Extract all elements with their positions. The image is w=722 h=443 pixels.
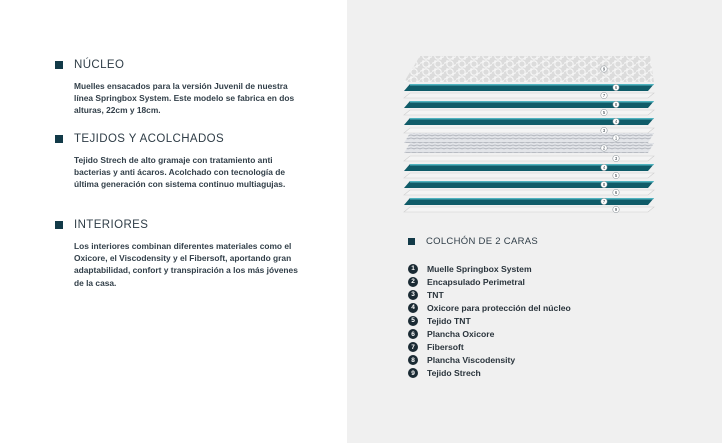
text-line: bacterias y anti ácaros. Acolchado con tecnología de — [74, 167, 285, 178]
text-line: adaptabilidad, confort y transpiración a los más jóvenes — [74, 265, 298, 276]
layer-number-label: 9 — [614, 207, 618, 213]
section-header — [55, 133, 335, 145]
square-bullet-icon — [55, 135, 63, 143]
section-nucleo — [55, 59, 335, 117]
legend-item — [408, 341, 571, 354]
legend-label: Tejido TNT — [427, 315, 471, 326]
number-badge-icon: 5 — [408, 316, 418, 326]
legend-label: TNT — [427, 289, 444, 300]
layer-number-label: 3 — [602, 128, 606, 134]
mattress-layer — [404, 143, 654, 153]
section-interiores — [55, 219, 335, 289]
layer-number-label: 7 — [602, 93, 606, 99]
square-bullet-icon — [55, 221, 63, 229]
section-tejidos — [55, 133, 335, 191]
number-badge-icon: 2 — [408, 277, 418, 287]
legend-item — [408, 275, 571, 288]
mattress-layer — [404, 93, 654, 98]
section-description — [74, 240, 335, 289]
number-badge-icon: 6 — [408, 329, 418, 339]
section-title: INTERIORES — [74, 219, 149, 231]
text-line: Los interiores combinan diferentes materiales como el — [74, 241, 292, 251]
mattress-layer — [404, 128, 654, 133]
text-line: Muelles ensacados para la versión Juvenil de nuestra — [74, 81, 288, 91]
layer-number-label: 4 — [614, 119, 618, 125]
text-line: línea Springbox System. Este modelo se fabrica en dos — [74, 93, 295, 104]
text-line: de la casa. — [74, 277, 117, 288]
layer-number-label: 1 — [614, 135, 618, 141]
mattress-layer — [404, 56, 654, 82]
mattress-layer — [404, 198, 654, 205]
legend-label: Tejido Strech — [427, 368, 481, 379]
number-badge-icon: 4 — [408, 303, 418, 313]
legend-list — [408, 262, 571, 380]
section-header — [55, 59, 335, 71]
number-badge-icon: 8 — [408, 355, 418, 365]
layer-number-label: 6 — [614, 190, 618, 196]
features-panel — [0, 0, 347, 443]
mattress-layer — [404, 110, 654, 115]
layer-number-label: 5 — [614, 173, 618, 179]
square-bullet-icon — [408, 238, 415, 245]
layer-number-label: 2 — [602, 145, 606, 151]
section-description — [74, 154, 335, 191]
layer-number-label: 6 — [614, 85, 618, 91]
text-line: Tejido Strech de alto gramaje con tratamiento anti — [74, 155, 273, 165]
layer-number-label: 8 — [614, 102, 618, 108]
mattress-layers-diagram — [396, 52, 671, 222]
mattress-layer — [404, 181, 654, 188]
legend-item — [408, 354, 571, 367]
number-badge-icon: 3 — [408, 290, 418, 300]
legend-item — [408, 327, 571, 340]
text-line: alturas, 22cm y 18cm. — [74, 105, 161, 116]
layer-number-label: 5 — [602, 110, 606, 116]
legend-item — [408, 301, 571, 314]
legend-label: Plancha Viscodensity — [427, 355, 516, 366]
legend-item — [408, 314, 571, 327]
legend-label: Fibersoft — [427, 342, 464, 353]
layer-number-label: 7 — [602, 199, 606, 205]
number-badge-icon: 1 — [408, 264, 418, 274]
legend-header — [408, 236, 538, 247]
section-title: NÚCLEO — [74, 59, 125, 71]
legend-title: COLCHÓN DE 2 CARAS — [426, 236, 539, 247]
legend-label: Encapsulado Perimetral — [427, 276, 525, 287]
layer-number-label: 8 — [602, 182, 606, 188]
legend-label: Muelle Springbox System — [427, 263, 532, 274]
number-badge-icon: 9 — [408, 368, 418, 378]
layer-number-label: 4 — [602, 165, 606, 171]
section-description — [74, 80, 335, 117]
number-badge-icon: 7 — [408, 342, 418, 352]
section-title: TEJIDOS Y ACOLCHADOS — [74, 133, 225, 145]
mattress-layer — [404, 164, 654, 171]
legend-item — [408, 262, 571, 275]
layer-number-label: 9 — [602, 66, 606, 72]
square-bullet-icon — [55, 61, 63, 69]
legend-label: Plancha Oxicore — [427, 329, 495, 340]
legend-item — [408, 288, 571, 301]
legend-label: Oxicore para protección del núcleo — [427, 302, 571, 313]
text-line: Oxicore, el Viscodensity y el Fibersoft, aportando gran — [74, 253, 292, 264]
legend-item — [408, 367, 571, 380]
section-header — [55, 219, 335, 231]
layer-number-label: 3 — [614, 156, 618, 162]
text-line: última generación con sistema continuo multiagujas. — [74, 179, 286, 190]
